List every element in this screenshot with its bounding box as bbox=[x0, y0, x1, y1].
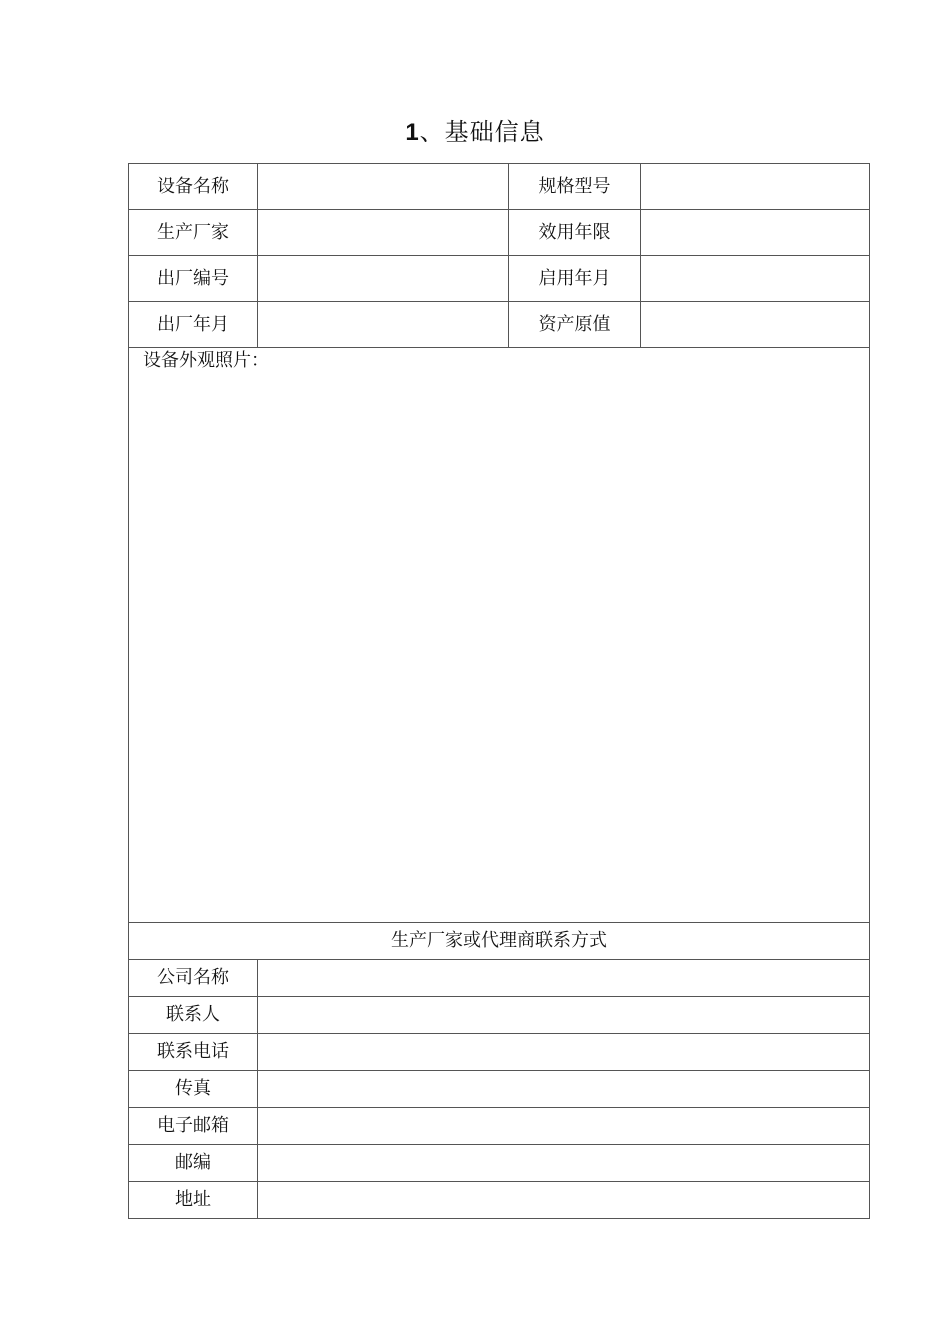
table-row bbox=[129, 997, 870, 1034]
table-row bbox=[129, 210, 870, 256]
page-title bbox=[0, 114, 950, 151]
label-equipment-name: 设备名称 bbox=[129, 164, 258, 210]
asset-value-field[interactable] bbox=[641, 302, 870, 348]
table-row bbox=[129, 960, 870, 997]
manufacturer-field[interactable] bbox=[258, 210, 509, 256]
section-number: 1 bbox=[405, 119, 420, 146]
photo-area[interactable] bbox=[129, 348, 870, 923]
label-address: 地址 bbox=[129, 1182, 258, 1219]
table-row bbox=[129, 1145, 870, 1182]
start-date-field[interactable] bbox=[641, 256, 870, 302]
postcode-field[interactable] bbox=[258, 1145, 870, 1182]
fax-field[interactable] bbox=[258, 1071, 870, 1108]
manufacture-date-field[interactable] bbox=[258, 302, 509, 348]
contact-section-header: 生产厂家或代理商联系方式 bbox=[129, 923, 870, 960]
table-row bbox=[129, 1034, 870, 1071]
contact-person-field[interactable] bbox=[258, 997, 870, 1034]
email-field[interactable] bbox=[258, 1108, 870, 1145]
equipment-info-table bbox=[128, 163, 870, 1219]
table-row bbox=[129, 1182, 870, 1219]
label-contact-person: 联系人 bbox=[129, 997, 258, 1034]
label-manufacture-date: 出厂年月 bbox=[129, 302, 258, 348]
label-email: 电子邮箱 bbox=[129, 1108, 258, 1145]
model-spec-field[interactable] bbox=[641, 164, 870, 210]
service-life-field[interactable] bbox=[641, 210, 870, 256]
table-row bbox=[129, 256, 870, 302]
label-serial-number: 出厂编号 bbox=[129, 256, 258, 302]
label-postcode: 邮编 bbox=[129, 1145, 258, 1182]
photo-row bbox=[129, 348, 870, 923]
phone-field[interactable] bbox=[258, 1034, 870, 1071]
label-company-name: 公司名称 bbox=[129, 960, 258, 997]
serial-number-field[interactable] bbox=[258, 256, 509, 302]
equipment-name-field[interactable] bbox=[258, 164, 509, 210]
table-row bbox=[129, 302, 870, 348]
label-phone: 联系电话 bbox=[129, 1034, 258, 1071]
table-row bbox=[129, 164, 870, 210]
label-model-spec: 规格型号 bbox=[509, 164, 641, 210]
contact-header-row bbox=[129, 923, 870, 960]
section-title: 、基础信息 bbox=[419, 118, 545, 146]
address-field[interactable] bbox=[258, 1182, 870, 1219]
company-name-field[interactable] bbox=[258, 960, 870, 997]
label-fax: 传真 bbox=[129, 1071, 258, 1108]
label-asset-value: 资产原值 bbox=[509, 302, 641, 348]
label-start-date: 启用年月 bbox=[509, 256, 641, 302]
photo-label: 设备外观照片： bbox=[143, 350, 269, 371]
table-row bbox=[129, 1071, 870, 1108]
label-manufacturer: 生产厂家 bbox=[129, 210, 258, 256]
label-service-life: 效用年限 bbox=[509, 210, 641, 256]
table-row bbox=[129, 1108, 870, 1145]
